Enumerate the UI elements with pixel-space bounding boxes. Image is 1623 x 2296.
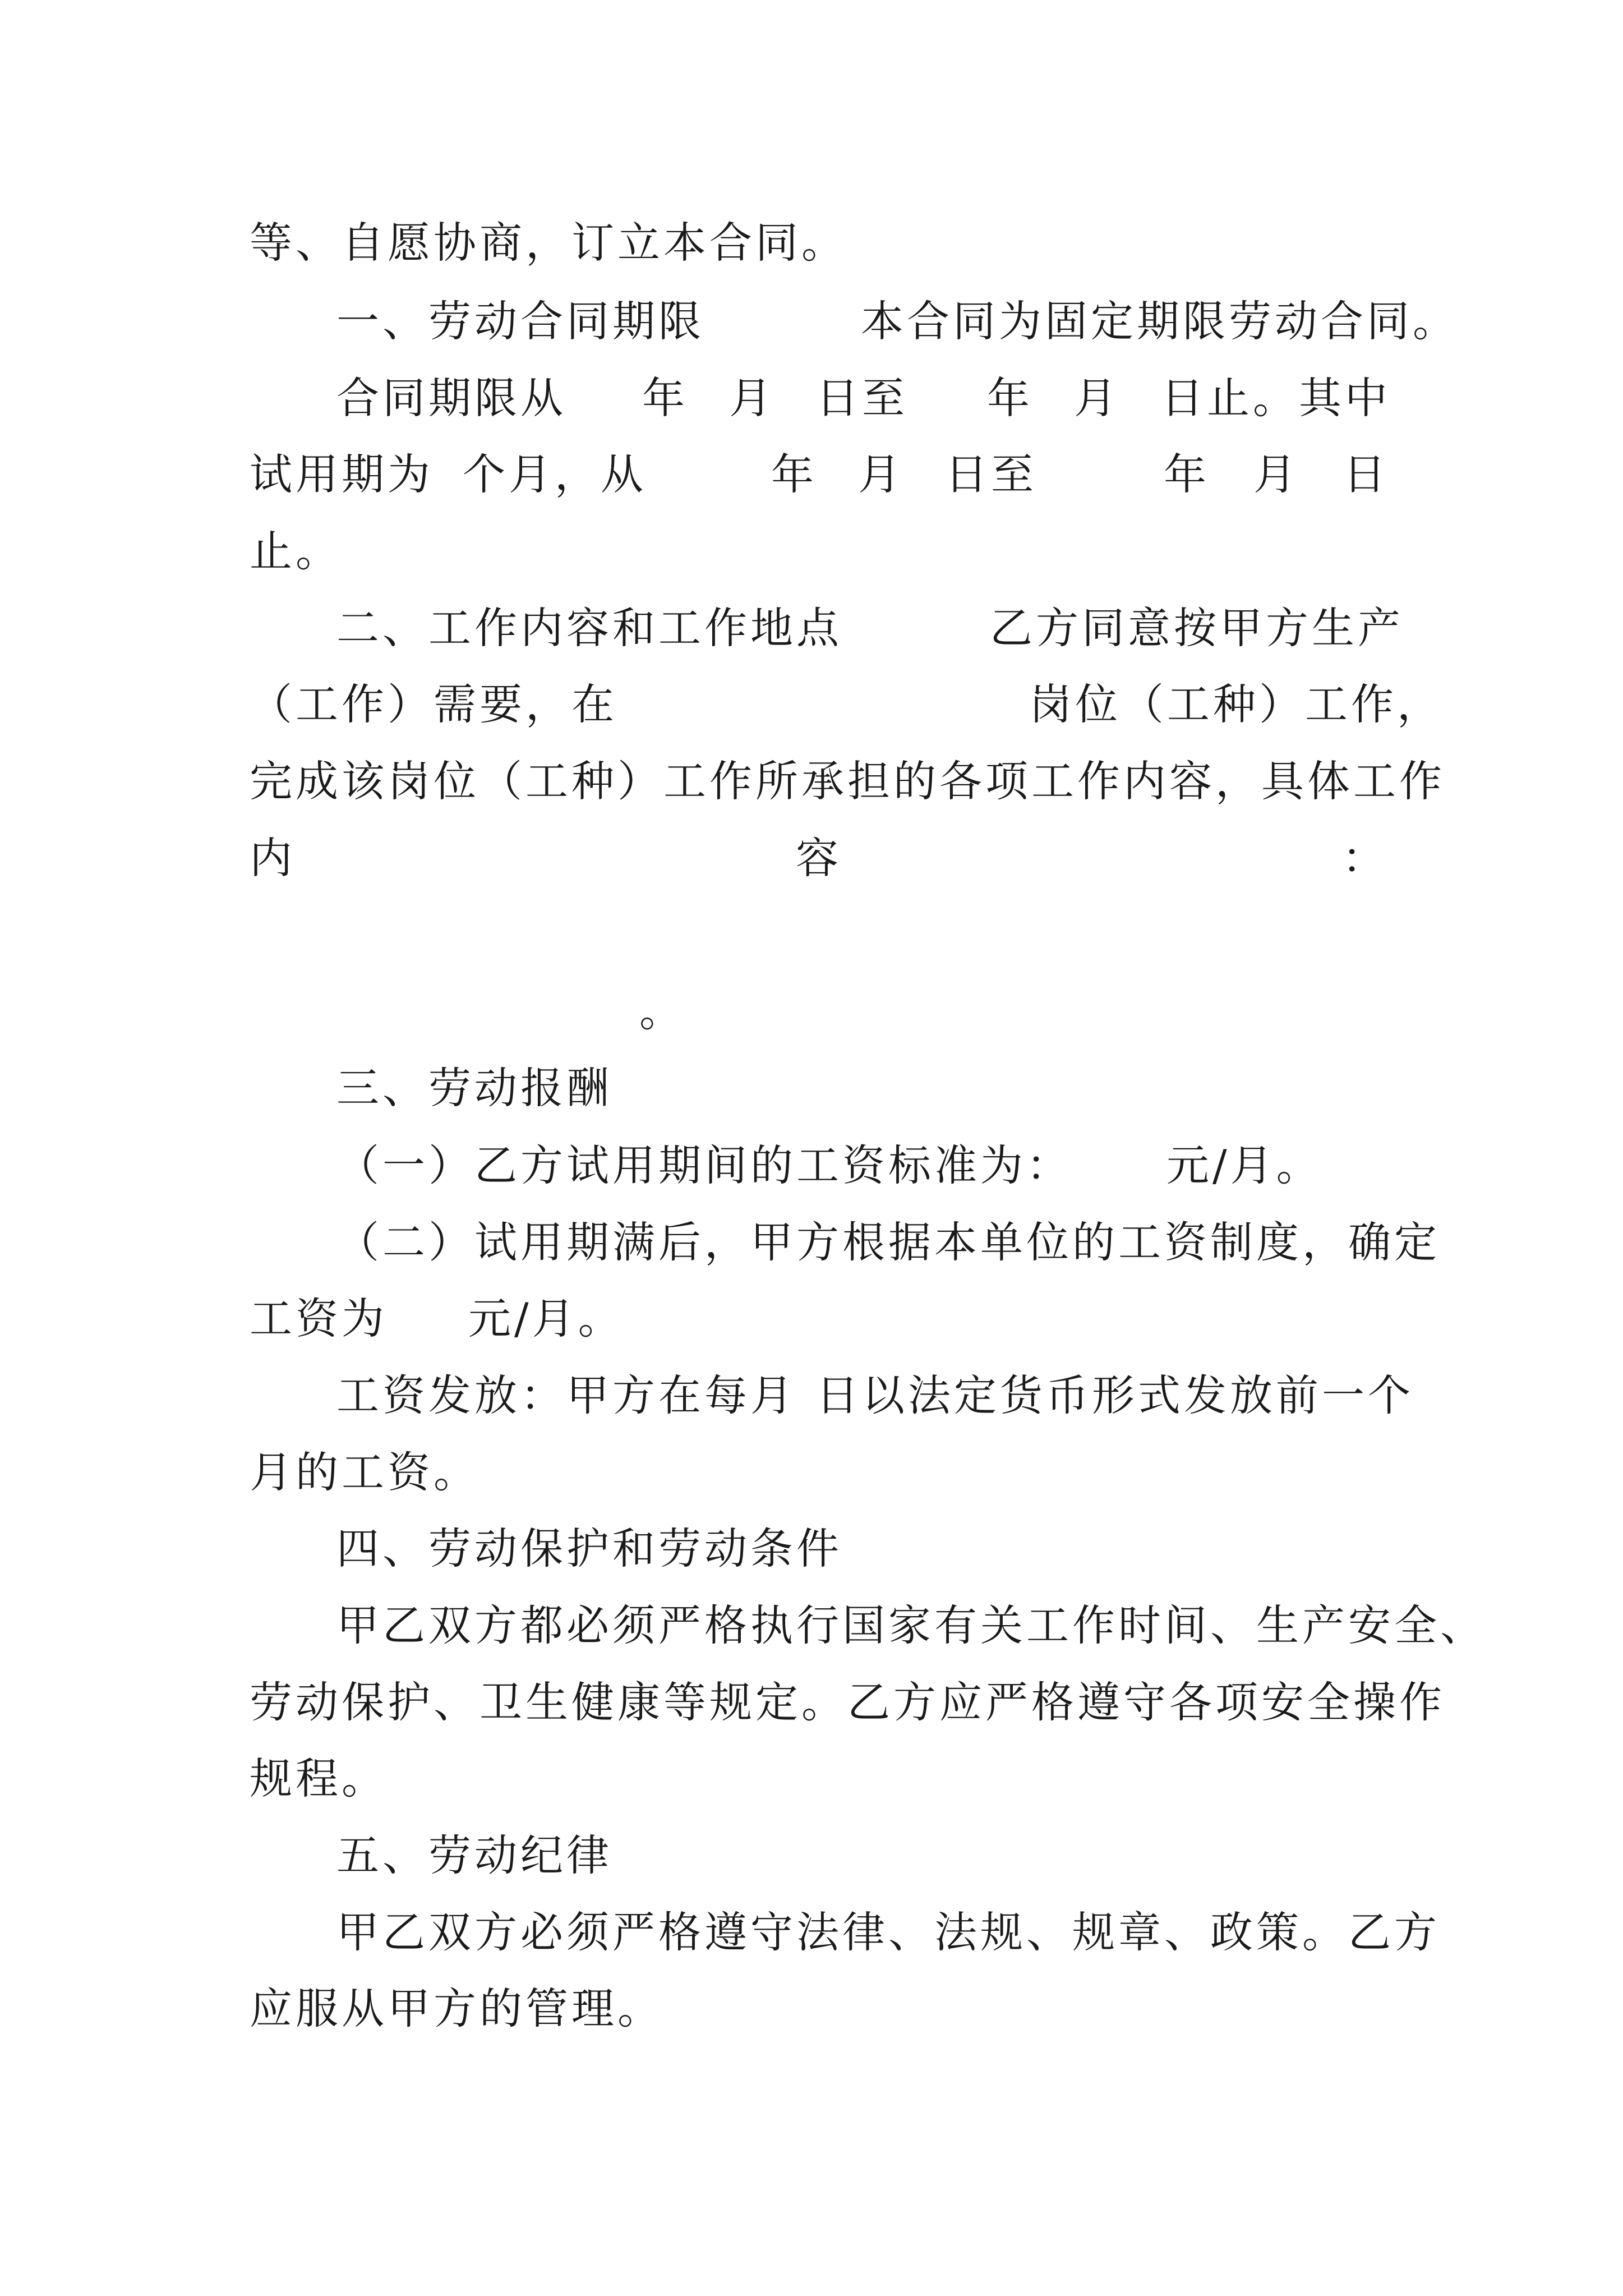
blank-field-label: 年 [642,373,688,423]
body-text: 内 [250,833,296,883]
body-text: ： [1342,833,1388,883]
blank-field-label: 年 [771,449,817,499]
body-text: 岗位（工种）工作， [1029,679,1443,729]
blank-field-label: 日至 [816,373,908,423]
blank-field-label: 日 [1343,449,1389,499]
body-line: 月的工资。 [250,1447,479,1497]
blank-field-label: 个月，从 [463,449,647,499]
section-heading-compensation: 三、劳动报酬 [336,1063,612,1113]
section-heading-work-content: 二、工作内容和工作地点 [336,603,842,653]
body-line: 。 [639,986,685,1036]
justified-line [250,833,1388,883]
body-line: 劳动保护、卫生健康等规定。乙方应严格遵守各项安全操作 [250,1677,1445,1727]
body-text: 日以法定货币形式发放前一个 [816,1370,1414,1420]
body-text: 工资发放：甲方在每月 [336,1370,796,1420]
blank-field-label: 试用期为 [250,449,434,499]
section-heading-labor-protection: 四、劳动保护和劳动条件 [336,1524,842,1573]
body-text: 本合同为固定期限劳动合同。 [861,296,1459,346]
blank-field-label: 月 [1253,449,1299,499]
body-line: 止。 [250,526,342,576]
body-text: 元/月。 [1166,1140,1322,1190]
body-line: 甲乙双方必须严格遵守法律、法规、规章、政策。乙方 [336,1907,1440,1957]
body-text: 容 [796,833,842,883]
blank-field-label: 日止。其中 [1161,373,1391,423]
section-heading-discipline: 五、劳动纪律 [336,1830,612,1880]
body-text: （一）乙方试用期间的工资标准为： [336,1140,1072,1190]
body-text: （工作）需要，在 [250,679,617,729]
body-text: 元/月。 [468,1294,624,1343]
blank-field-label: 月 [1074,373,1120,423]
body-text: 乙方同意按甲方生产 [990,603,1404,653]
blank-field-label: 年 [1164,449,1210,499]
section-heading-contract-term: 一、劳动合同期限 [336,296,704,346]
blank-field-label: 月 [729,373,775,423]
body-line: 甲乙双方都必须严格执行国家有关工作时间、生产安全、 [336,1600,1486,1650]
blank-field-label: 合同期限从 [336,373,566,423]
body-line: 规程。 [250,1754,388,1803]
body-text: 工资为 [250,1294,388,1343]
blank-field-label: 日至 [945,449,1037,499]
body-line: （二）试用期满后，甲方根据本单位的工资制度，确定 [336,1217,1440,1267]
body-line: 等、自愿协商，订立本合同。 [250,218,847,268]
body-line: 完成该岗位（工种）工作所承担的各项工作内容，具体工作 [250,756,1445,806]
blank-field-label: 年 [987,373,1033,423]
blank-field-label: 月 [858,449,904,499]
body-line: 应服从甲方的管理。 [250,1984,663,2033]
